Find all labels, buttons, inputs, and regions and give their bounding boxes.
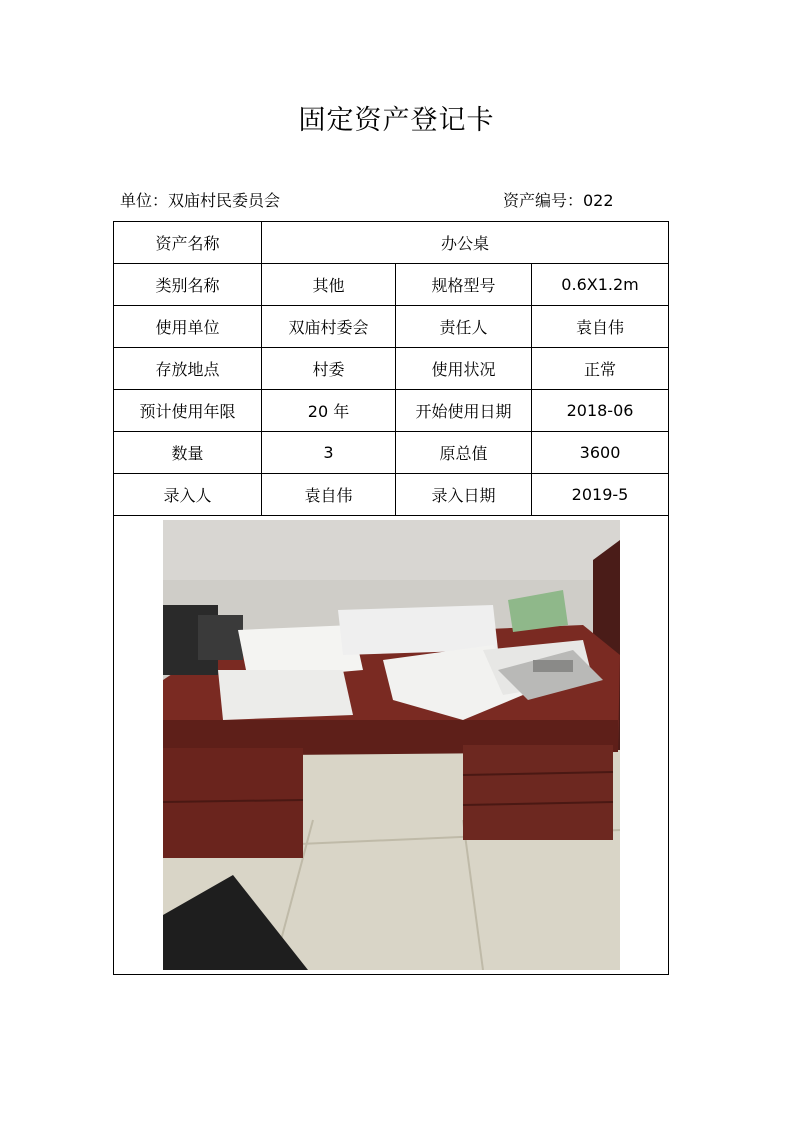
- user-unit-label: 使用单位: [114, 306, 262, 348]
- entry-date-label: 录入日期: [396, 474, 532, 516]
- user-unit-value: 双庙村委会: [262, 306, 396, 348]
- office-desk-photo: [163, 520, 620, 970]
- table-row: [114, 390, 669, 432]
- lifespan-label: 预计使用年限: [114, 390, 262, 432]
- table-row: [114, 264, 669, 306]
- start-date-value: 2018-06: [532, 390, 669, 432]
- lifespan-value: 20 年: [262, 390, 396, 432]
- table-row: [114, 222, 669, 264]
- responsible-label: 责任人: [396, 306, 532, 348]
- entered-by-value: 袁自伟: [262, 474, 396, 516]
- photo-cell: [114, 516, 669, 975]
- original-value-value: 3600: [532, 432, 669, 474]
- category-value: 其他: [262, 264, 396, 306]
- asset-name-label: 资产名称: [114, 222, 262, 264]
- unit-label: 单位：双庙村民委员会: [120, 191, 281, 210]
- table-row: [114, 348, 669, 390]
- entered-by-label: 录入人: [114, 474, 262, 516]
- asset-name-value: 办公桌: [262, 222, 669, 264]
- table-row: [114, 474, 669, 516]
- responsible-value: 袁自伟: [532, 306, 669, 348]
- location-label: 存放地点: [114, 348, 262, 390]
- asset-registration-table: [113, 221, 669, 975]
- quantity-value: 3: [262, 432, 396, 474]
- original-value-label: 原总值: [396, 432, 532, 474]
- start-date-label: 开始使用日期: [396, 390, 532, 432]
- spec-label: 规格型号: [396, 264, 532, 306]
- category-label: 类别名称: [114, 264, 262, 306]
- quantity-label: 数量: [114, 432, 262, 474]
- table-row: [114, 306, 669, 348]
- status-label: 使用状况: [396, 348, 532, 390]
- status-value: 正常: [532, 348, 669, 390]
- card-title: 固定资产登记卡: [298, 105, 495, 136]
- table-row: [114, 432, 669, 474]
- table-row: [114, 516, 669, 975]
- entry-date-value: 2019-5: [532, 474, 669, 516]
- spec-value: 0.6X1.2m: [532, 264, 669, 306]
- location-value: 村委: [262, 348, 396, 390]
- asset-number-label: 资产编号：022: [503, 191, 614, 210]
